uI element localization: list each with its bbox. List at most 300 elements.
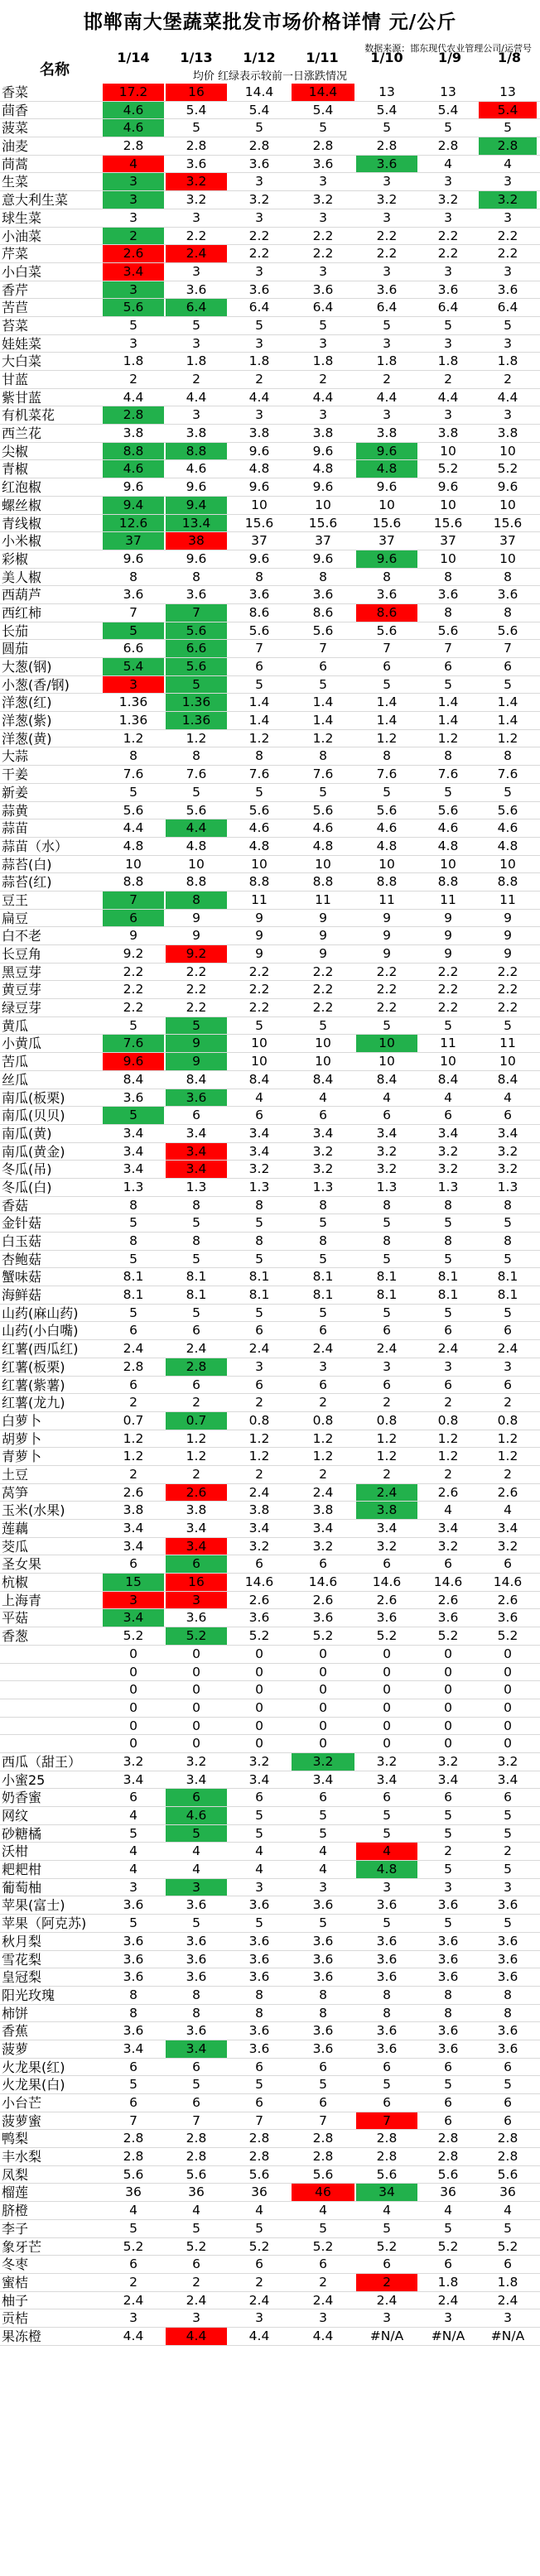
product-name: 贡桔 [2, 2310, 29, 2327]
product-name: 网纹 [2, 1808, 29, 1824]
price-cell: 1.3 [248, 1179, 270, 1194]
price-cell: 5 [129, 2220, 137, 2236]
price-cell: 5 [166, 676, 227, 694]
price-cell: 3.8 [312, 425, 334, 441]
price-cell: 3.4 [123, 1125, 144, 1141]
table-row [0, 1933, 540, 1951]
price-cell: 9.6 [248, 550, 270, 566]
price-cell: 1.2 [186, 1430, 207, 1446]
table-row [0, 1825, 540, 1843]
product-name: 油麦 [2, 138, 29, 155]
price-cell: 0 [129, 1736, 137, 1752]
price-cell: 3.6 [437, 281, 459, 297]
price-cell: 7 [129, 604, 137, 620]
product-name: 黑豆芽 [2, 964, 42, 980]
price-cell: 5 [192, 1915, 200, 1931]
product-name: 球生菜 [2, 209, 42, 226]
table-row [0, 1861, 540, 1879]
product-name: 白萝卜 [2, 1412, 42, 1429]
price-cell: 8 [129, 1987, 137, 2002]
price-cell: 8 [255, 2005, 263, 2021]
price-cell: 8 [192, 1197, 200, 1213]
price-cell: 4.6 [376, 820, 398, 836]
price-cell: 8 [319, 569, 327, 584]
price-cell: 2.2 [123, 982, 144, 997]
price-cell: 4.6 [248, 820, 270, 836]
price-cell: 5 [383, 784, 391, 800]
table-row [0, 2292, 540, 2310]
price-cell: 2.4 [497, 1341, 518, 1357]
price-cell: 8.6 [312, 604, 334, 620]
price-cell: 3.6 [248, 1897, 270, 1913]
table-row [0, 2309, 540, 2328]
price-cell: 6 [444, 659, 452, 674]
price-cell: 5 [103, 1107, 164, 1124]
price-cell: 0 [319, 1699, 327, 1715]
price-cell: 3.4 [312, 1521, 334, 1536]
table-row [0, 1412, 540, 1430]
table-row [0, 1179, 540, 1197]
price-cell: 3 [504, 174, 512, 190]
product-name: 扁豆 [2, 910, 29, 926]
price-cell: 10 [251, 1036, 268, 1051]
price-cell: 17.2 [103, 84, 164, 101]
price-cell: 9 [504, 928, 512, 944]
price-cell: 6 [319, 2059, 327, 2074]
price-cell: 1.2 [123, 730, 144, 746]
price-cell: 3 [319, 335, 327, 351]
price-cell: 3.4 [166, 1161, 227, 1178]
price-cell: 2.8 [376, 2131, 398, 2146]
price-cell: 3 [192, 335, 200, 351]
table-row [0, 819, 540, 838]
price-cell: 3 [444, 335, 452, 351]
price-cell: 9 [129, 928, 137, 944]
price-cell: 3.2 [186, 1753, 207, 1769]
price-cell: 36 [499, 2184, 516, 2200]
table-row [0, 84, 540, 102]
price-cell: 2.4 [248, 1484, 270, 1500]
product-name: 苔菜 [2, 317, 29, 334]
price-cell: 8 [129, 569, 137, 584]
price-cell: 1.2 [376, 730, 398, 746]
price-cell: 2 [383, 372, 391, 387]
table-row [0, 747, 540, 766]
table-row [0, 1358, 540, 1377]
price-cell: 3.6 [497, 587, 518, 603]
price-cell: 1.8 [186, 353, 207, 369]
price-cell: 5.2 [437, 461, 459, 477]
price-cell: 3.2 [376, 192, 398, 208]
price-cell: 5 [255, 1215, 263, 1231]
price-cell: 6.6 [166, 640, 227, 657]
price-cell: 5 [504, 2077, 512, 2093]
price-cell: 1.4 [248, 713, 270, 728]
price-cell: 10 [440, 550, 456, 566]
price-cell: 3.4 [312, 1771, 334, 1787]
price-cell: 3.6 [312, 1951, 334, 1967]
product-name: 菠萝 [2, 2040, 29, 2057]
price-cell: 2 [444, 372, 452, 387]
price-cell: 3.2 [497, 1161, 518, 1177]
price-cell: 10 [440, 1054, 456, 1069]
product-name: 小白菜 [2, 263, 42, 280]
price-cell: 3 [255, 263, 263, 279]
price-cell: 5 [383, 1825, 391, 1841]
price-cell: 8.4 [437, 1071, 459, 1087]
price-cell: 7 [255, 2112, 263, 2128]
price-cell: 2.6 [497, 1484, 518, 1500]
price-cell: 2 [383, 1395, 391, 1411]
price-cell: 0 [319, 1664, 327, 1680]
price-cell: 10 [499, 1054, 516, 1069]
table-row [0, 1268, 540, 1286]
table-row [0, 317, 540, 335]
price-cell: 9 [166, 1053, 227, 1070]
price-cell: 8 [383, 1197, 391, 1213]
table-row [0, 1143, 540, 1161]
price-cell: 5 [129, 1017, 137, 1033]
table-row [0, 2328, 540, 2346]
price-cell: 3 [255, 1879, 263, 1895]
price-cell: 1.3 [186, 1179, 207, 1194]
price-cell: 3 [504, 1358, 512, 1374]
price-cell: 10 [499, 550, 516, 566]
price-cell: 3.6 [312, 1933, 334, 1949]
product-name: 绿豆芽 [2, 1000, 42, 1016]
table-row [0, 640, 540, 658]
table-row [0, 802, 540, 820]
price-cell: 10 [499, 497, 516, 512]
price-cell: 6 [383, 1556, 391, 1572]
price-cell: 0 [444, 1646, 452, 1661]
price-cell: 5.6 [248, 802, 270, 818]
price-cell: 3 [103, 676, 164, 694]
price-cell: 3 [444, 174, 452, 190]
product-name: 美人椒 [2, 569, 42, 585]
price-cell: 1.4 [248, 694, 270, 710]
price-cell: 6 [444, 2112, 452, 2128]
price-cell: 5 [255, 120, 263, 136]
price-cell: 8 [319, 748, 327, 764]
table-row [0, 1161, 540, 1179]
price-cell: 2.8 [437, 2149, 459, 2165]
table-row [0, 1699, 540, 1718]
price-cell: 3.2 [312, 1161, 334, 1177]
price-cell: 9 [255, 910, 263, 925]
price-cell: 5.6 [497, 802, 518, 818]
price-cell: 5 [444, 1862, 452, 1877]
product-name: 香菇 [2, 1197, 29, 1214]
price-cell: 2 [129, 2274, 137, 2290]
price-cell: 5.2 [497, 1628, 518, 1644]
price-cell: 13 [440, 84, 456, 99]
price-cell: 5 [255, 784, 263, 800]
price-cell: 11 [440, 1036, 456, 1051]
product-name: 蟹味菇 [2, 1269, 42, 1286]
price-cell: 4 [129, 1862, 137, 1877]
price-cell: 5.6 [312, 2166, 334, 2182]
price-cell: 6 [255, 2095, 263, 2110]
table-row [0, 1968, 540, 1987]
price-cell: 3.6 [123, 1951, 144, 1967]
price-cell: 6 [255, 1377, 263, 1392]
price-cell: 3.2 [437, 1753, 459, 1769]
price-cell: 8.8 [248, 874, 270, 890]
price-cell: 10 [315, 1036, 331, 1051]
price-cell: 7.6 [376, 767, 398, 782]
price-cell: 5 [192, 317, 200, 333]
table-row [0, 1197, 540, 1215]
price-cell: 2 [383, 1466, 391, 1482]
price-cell: 10 [315, 1054, 331, 1069]
price-cell: 11 [499, 892, 516, 907]
table-row [0, 371, 540, 389]
price-cell: 3.4 [123, 1143, 144, 1159]
price-cell: 10 [440, 497, 456, 512]
price-cell: 3 [129, 209, 137, 225]
price-cell: 3 [103, 173, 164, 190]
product-name: 火龙果(红) [2, 2059, 65, 2075]
price-cell: 3 [444, 209, 452, 225]
price-cell: 1.2 [186, 730, 207, 746]
price-cell: 5.2 [166, 1627, 227, 1645]
price-cell: 8 [504, 604, 512, 620]
price-cell: 3.8 [312, 1502, 334, 1518]
price-table [0, 84, 540, 2346]
price-cell: 5.6 [312, 802, 334, 818]
price-cell: 5 [444, 1305, 452, 1320]
price-cell: 9 [383, 928, 391, 944]
table-row [0, 1896, 540, 1915]
price-cell: 4 [129, 1843, 137, 1859]
product-name: 葡萄柚 [2, 1879, 42, 1896]
price-cell: 3 [103, 1592, 164, 1609]
table-row [0, 478, 540, 497]
price-cell: 3.6 [248, 1610, 270, 1626]
product-name: 红薯(板栗) [2, 1358, 65, 1375]
price-cell: 3.8 [248, 425, 270, 441]
price-cell: 3.4 [248, 1521, 270, 1536]
price-cell: 16 [166, 84, 227, 101]
price-cell: 37 [103, 532, 164, 550]
price-cell: 2.2 [497, 964, 518, 979]
price-cell: 2.2 [376, 1000, 398, 1016]
price-cell: 38 [166, 532, 227, 550]
price-cell: 1.2 [497, 730, 518, 746]
price-cell: 1.2 [437, 1449, 459, 1464]
price-cell: 5 [504, 1017, 512, 1033]
price-cell: 3.6 [376, 1610, 398, 1626]
price-cell: 5 [255, 317, 263, 333]
price-cell: 8 [192, 2005, 200, 2021]
price-cell: 2 [255, 372, 263, 387]
price-cell: 8 [319, 1197, 327, 1213]
product-name: 新姜 [2, 784, 29, 800]
price-cell: 3.6 [123, 2023, 144, 2039]
price-cell: 3.6 [497, 2040, 518, 2056]
price-cell: 3.6 [376, 281, 398, 297]
price-cell: 1.36 [118, 713, 148, 728]
table-row [0, 1681, 540, 1699]
price-cell: 3 [383, 1879, 391, 1895]
product-name: 尖椒 [2, 443, 29, 459]
product-name: 蒜苔(红) [2, 874, 52, 891]
product-name: 西葫芦 [2, 587, 42, 603]
price-cell: 2.8 [103, 406, 164, 424]
price-cell: 3 [319, 407, 327, 423]
price-cell: 5.6 [437, 802, 459, 818]
price-cell: 2.2 [186, 982, 207, 997]
price-cell: 9 [166, 1035, 227, 1052]
product-name: 青线椒 [2, 515, 42, 531]
price-cell: 8.8 [186, 874, 207, 890]
price-cell: 4 [444, 1089, 452, 1105]
price-cell: 5 [192, 2077, 200, 2093]
price-cell: 8 [444, 1987, 452, 2002]
price-cell: 0 [255, 1682, 263, 1698]
price-cell: 2.8 [376, 138, 398, 154]
table-row [0, 2094, 540, 2112]
product-name: 茼蒿 [2, 156, 29, 172]
price-cell: 3.8 [123, 425, 144, 441]
price-cell: 2 [192, 1466, 200, 1482]
price-cell: 2.2 [376, 982, 398, 997]
price-cell: 1.4 [376, 713, 398, 728]
price-cell: 6 [255, 1323, 263, 1338]
price-cell: 8.1 [497, 1287, 518, 1303]
price-cell: 3.6 [123, 1897, 144, 1913]
price-cell: 15.6 [244, 515, 274, 531]
product-name: 红薯(西瓜红) [2, 1341, 79, 1358]
price-cell: 3.6 [497, 1969, 518, 1985]
price-cell: 2.6 [437, 1592, 459, 1608]
product-name: 香菜 [2, 84, 29, 100]
table-row [0, 1053, 540, 1071]
price-cell: 3 [319, 1358, 327, 1374]
price-cell: 6 [255, 659, 263, 674]
table-row [0, 1843, 540, 1861]
price-cell: 1.8 [123, 353, 144, 369]
table-row [0, 119, 540, 137]
price-cell: 0 [192, 1664, 200, 1680]
price-cell: 5 [255, 1017, 263, 1033]
price-cell: 2 [192, 372, 200, 387]
product-name: 沃柑 [2, 1843, 29, 1860]
product-name: 南瓜(贝贝) [2, 1108, 65, 1124]
price-cell: 15.6 [433, 515, 463, 531]
price-cell: 2.8 [479, 137, 537, 155]
price-cell: 5 [129, 1305, 137, 1320]
price-cell: 5 [319, 676, 327, 692]
price-cell: 6 [166, 1555, 227, 1573]
price-cell: 3.8 [356, 1502, 417, 1519]
price-cell: 4 [129, 1808, 137, 1823]
table-row [0, 1753, 540, 1771]
price-cell: 3.2 [497, 1753, 518, 1769]
price-cell: 4 [255, 1843, 263, 1859]
price-cell: 3.2 [437, 1161, 459, 1177]
price-cell: 4.4 [312, 2328, 334, 2343]
price-cell: 5.2 [437, 1628, 459, 1644]
price-cell: 0 [444, 1682, 452, 1698]
price-cell: 4 [383, 1089, 391, 1105]
price-cell: 7.6 [186, 767, 207, 782]
price-cell: 6 [319, 1108, 327, 1123]
price-cell: 5 [444, 2077, 452, 2093]
price-cell: 6 [504, 1790, 512, 1805]
table-row [0, 173, 540, 191]
price-cell: 5.2 [376, 1628, 398, 1644]
price-cell: 2.8 [248, 2149, 270, 2165]
price-cell: 5 [504, 1825, 512, 1841]
table-row [0, 927, 540, 945]
table-row [0, 245, 540, 263]
price-cell: 5 [192, 1305, 200, 1320]
table-row [0, 425, 540, 443]
price-cell: 5.2 [123, 1628, 144, 1644]
product-name: 莲藕 [2, 1521, 29, 1536]
price-cell: 1.2 [123, 1430, 144, 1446]
price-cell: 5 [504, 1305, 512, 1320]
price-cell: 5 [504, 1251, 512, 1266]
price-cell: 5 [504, 1215, 512, 1231]
price-cell: 5.4 [479, 102, 537, 119]
product-name: 苹果(富士) [2, 1897, 65, 1914]
price-cell: 5 [504, 1915, 512, 1931]
price-cell: 0 [129, 1664, 137, 1680]
product-name: 小米椒 [2, 533, 42, 550]
table-row [0, 964, 540, 982]
price-cell: 0 [504, 1718, 512, 1733]
price-cell: 8 [255, 1233, 263, 1248]
price-cell: 3.8 [248, 1502, 270, 1518]
price-cell: 6 [504, 1323, 512, 1338]
price-cell: 10 [378, 497, 395, 512]
table-row [0, 2256, 540, 2274]
price-cell: 3 [383, 407, 391, 423]
price-cell: 2.4 [437, 2292, 459, 2308]
table-row [0, 228, 540, 246]
price-cell: 5 [319, 120, 327, 136]
price-cell: 3.6 [248, 281, 270, 297]
price-cell: 4.4 [248, 389, 270, 405]
price-cell: 3.6 [248, 1933, 270, 1949]
price-cell: 2.8 [186, 2149, 207, 2165]
price-cell: 4.8 [376, 838, 398, 853]
price-cell: 3.2 [479, 191, 537, 209]
price-cell: 4 [383, 2203, 391, 2218]
price-cell: 2.6 [103, 245, 164, 262]
table-row [0, 156, 540, 174]
table-row [0, 1017, 540, 1036]
price-cell: 8.4 [376, 1071, 398, 1087]
price-cell: 8 [129, 748, 137, 764]
price-cell: 6 [383, 1790, 391, 1805]
price-cell: 8 [192, 569, 200, 584]
table-row [0, 137, 540, 156]
price-cell: 4.4 [166, 2328, 227, 2345]
price-cell: 3.8 [186, 425, 207, 441]
price-cell: 2 [504, 372, 512, 387]
price-cell: 3.4 [103, 1609, 164, 1627]
price-cell: 4 [103, 156, 164, 173]
price-cell: 8 [504, 1233, 512, 1248]
price-cell: 2.4 [376, 1341, 398, 1357]
price-cell: 3 [319, 174, 327, 190]
price-cell: 2.2 [437, 228, 459, 243]
product-name: 圣女果 [2, 1556, 42, 1573]
